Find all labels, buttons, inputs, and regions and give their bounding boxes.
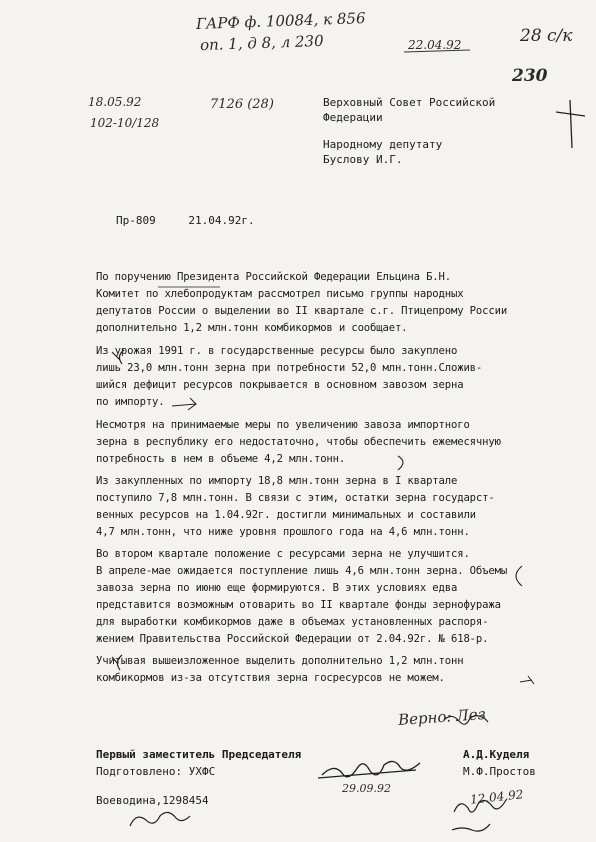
- body-line: представится возможным отоварить во II квартале фонды зернофуража: [96, 599, 501, 611]
- arrow-mark-icon: [520, 676, 534, 684]
- body-line: Во втором квартале положение с ресурсами зерна не улучшится.: [96, 548, 470, 560]
- cross-mark-icon: [556, 100, 585, 148]
- folio-top: 28 с/к: [520, 26, 573, 46]
- body-line: комбикормов из-за отсутствия зерна госресурсов не можем.: [96, 672, 445, 684]
- signatory-title: Первый заместитель Председателя: [96, 748, 302, 761]
- archive-stamp-date: 22.04.92: [408, 38, 462, 52]
- body-line: зерна в республику его недостаточно, чтобы обеспечить ежемесячную: [96, 436, 501, 448]
- bracket-mark-icon: [516, 566, 522, 586]
- body-line: лишь 23,0 млн.тонн зерна при потребности 52,0 млн.тонн.Сложив-: [96, 362, 483, 374]
- body-line: В апреле-мае ожидается поступление лишь 4,6 млн.тонн зерна. Объемы: [96, 565, 508, 577]
- body-line: шийся дефицит ресурсов покрывается в основном завозом зерна: [96, 379, 464, 391]
- prepared-by: Подготовлено: УХФС: [96, 765, 216, 778]
- arrow-mark-icon: [172, 398, 196, 410]
- body-line: Из урожая 1991 г. в государственные ресурсы было закуплено: [96, 345, 458, 357]
- body-line: депутатов России о выделении во II квартале с.г. Птицепрому России: [96, 305, 508, 317]
- signature-icon: [444, 716, 488, 725]
- reference-number: Пр-809: [116, 214, 156, 227]
- signature-icon: [130, 812, 190, 826]
- body-line: Комитет по хлебопродуктам рассмотрел письмо группы народных: [96, 288, 464, 300]
- body-line: венных ресурсов на 1.04.92г. достигли минимальных и составили: [96, 509, 476, 521]
- addressee-line: Народному депутату: [323, 138, 443, 151]
- folio-number: 230: [512, 66, 548, 86]
- preparer-name: М.Ф.Простов: [463, 765, 536, 778]
- archive-stamp-line2: оп. 1, д 8, л 230: [199, 31, 324, 55]
- registration-number: 102-10/128: [90, 116, 160, 130]
- addressee-line: Верховный Совет Российской: [323, 96, 496, 109]
- body-line: Из закупленных по импорту 18,8 млн.тонн зерна в I квартале: [96, 475, 458, 487]
- registration-code: 7126 (28): [210, 97, 274, 112]
- body-line: жением Правительства Российской Федерации от 2.04.92г. № 618-р.: [96, 633, 489, 645]
- signatory-name: А.Д.Куделя: [463, 748, 530, 761]
- archive-stamp-line1: ГАРФ ф. 10084, к 856: [195, 9, 366, 33]
- executor-phone: Воеводина,1298454: [96, 794, 209, 807]
- reference-date: 21.04.92г.: [188, 214, 255, 227]
- bracket-mark-icon: [398, 456, 403, 470]
- body-line: 4,7 млн.тонн, что ниже уровня прошлого года на 4,6 млн.тонн.: [96, 526, 470, 538]
- body-line: поступило 7,8 млн.тонн. В связи с этим, остатки зерна государст-: [96, 492, 495, 504]
- stamp-underline-icon: [404, 50, 470, 52]
- signature-date: 29.09.92: [342, 782, 391, 795]
- body-line: дополнительно 1,2 млн.тонн комбикормов и сообщает.: [96, 322, 408, 334]
- registration-date: 18.05.92: [88, 95, 142, 109]
- body-line: завоза зерна по июню еще формируются. В этих условиях едва: [96, 582, 458, 594]
- corner-date: 12.04.92: [469, 787, 525, 807]
- body-line: потребность в нем в объеме 4,2 млн.тонн.: [96, 453, 346, 465]
- bracket-mark-icon: [112, 350, 124, 364]
- bracket-mark-icon: [112, 655, 122, 670]
- signature-icon: [318, 761, 420, 778]
- body-line: Несмотря на принимаемые меры по увеличению завоза импортного: [96, 419, 470, 431]
- addressee-line: Федерации: [323, 111, 383, 124]
- verno-note: Верно: Лез: [397, 704, 487, 730]
- body-line: Учитывая вышеизложенное выделить дополнительно 1,2 млн.тонн: [96, 655, 464, 667]
- body-line: по импорту.: [96, 396, 165, 408]
- body-line: для выработки комбикормов даже в объемах установленных распоря-: [96, 616, 489, 628]
- signature-icon: [452, 800, 506, 831]
- body-line: По поручению Президента Российской Федерации Ельцина Б.Н.: [96, 271, 451, 283]
- addressee-line: Буслову И.Г.: [323, 153, 403, 166]
